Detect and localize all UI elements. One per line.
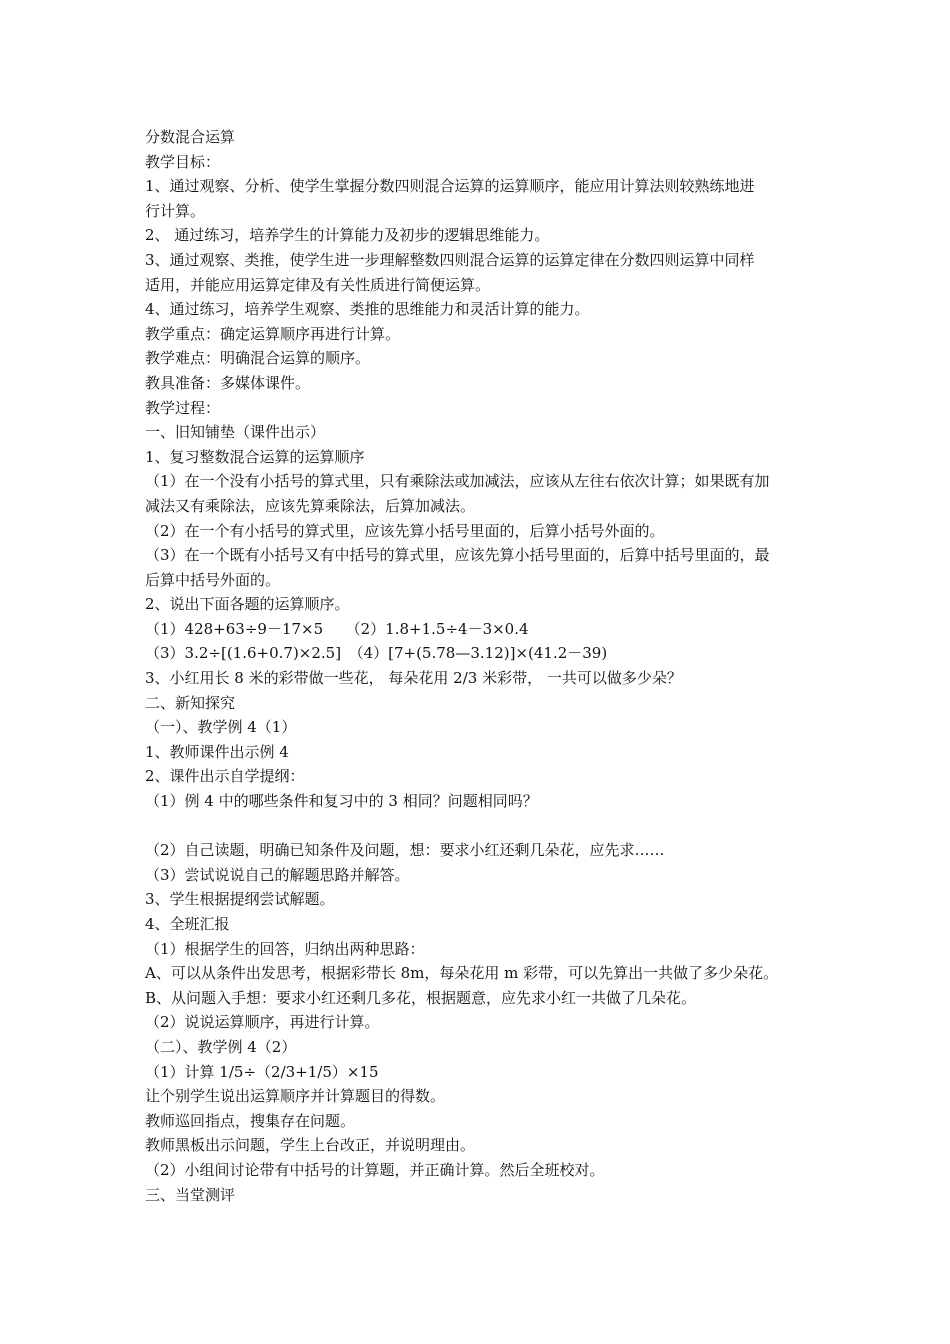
- step-2: 2、课件出示自学提纲：: [145, 767, 305, 786]
- objective-3-line-2: 适用，并能应用运算定律及有关性质进行简便运算。: [145, 275, 491, 294]
- objective-1-line-1: 1、通过观察、分析、使学生掌握分数四则混合运算的运算顺序，能应用计算法则较熟练地进: [145, 177, 755, 196]
- objective-3-line-1: 3、通过观察、类推，使学生进一步理解整数四则混合运算的运算定律在分数四则运算中同样: [145, 250, 755, 269]
- part-3-heading: 三、当堂测评: [145, 1185, 236, 1204]
- review-item-1: 1、复习整数混合运算的运算顺序: [145, 447, 365, 466]
- report-2: （2）说说运算顺序，再进行计算。: [145, 1013, 380, 1032]
- section-heading-process: 教学过程：: [145, 398, 221, 417]
- rule-3-line-2: 后算中括号外面的。: [145, 570, 281, 589]
- document-title: 分数混合运算: [145, 128, 236, 146]
- exercise-row-1: （1）428+63÷9－17×5 （2）1.8+1.5÷4－3×0.4: [145, 619, 529, 638]
- example-4-2-heading: （二）、教学例 4（2）: [145, 1037, 297, 1056]
- rule-2: （2）在一个有小括号的算式里，应该先算小括号里面的，后算小括号外面的。: [145, 521, 665, 540]
- review-item-3: 3、小红用长 8 米的彩带做一些花， 每朵花用 2/3 米彩带， 一共可以做多少朵？: [145, 669, 682, 688]
- outline-1: （1）例 4 中的哪些条件和复习中的 3 相同？问题相同吗？: [145, 792, 538, 811]
- part-2-heading: 二、新知探究: [145, 693, 236, 712]
- group-discussion: （2）小组间讨论带有中括号的计算题，并正确计算。然后全班校对。: [145, 1160, 605, 1179]
- rule-3-line-1: （3）在一个既有小括号又有中括号的算式里，应该先算小括号里面的，后算中括号里面的，最: [145, 546, 770, 565]
- calc-1: （1）计算 1/5÷（2/3+1/5）×15: [145, 1062, 379, 1081]
- teaching-difficulty: 教学难点：明确混合运算的顺序。: [145, 349, 371, 368]
- approach-b: B、从问题入手想：要求小红还剩几多花，根据题意，应先求小红一共做了几朵花。: [145, 988, 697, 1007]
- section-heading-objectives: 教学目标：: [145, 152, 221, 171]
- approach-a: A、可以从条件出发思考，根据彩带长 8m，每朵花用 m 彩带，可以先算出一共做了多少朵花。: [145, 964, 779, 983]
- step-3: 3、学生根据提纲尝试解题。: [145, 890, 335, 909]
- activity-2: 教师巡回指点，搜集存在问题。: [145, 1111, 356, 1130]
- activity-3: 教师黑板出示问题，学生上台改正，并说明理由。: [145, 1136, 476, 1155]
- part-1-heading: 一、旧知铺垫（课件出示）: [145, 423, 326, 442]
- document-body: [145, 125, 835, 1207]
- rule-1-line-2: 减法又有乘除法，应该先算乘除法，后算加减法。: [145, 496, 476, 515]
- review-item-2: 2、说出下面各题的运算顺序。: [145, 595, 350, 614]
- step-1: 1、教师课件出示例 4: [145, 742, 289, 761]
- teaching-aids: 教具准备：多媒体课件。: [145, 373, 311, 392]
- exercise-row-2: （3）3.2÷[(1.6+0.7)×2.5] （4）[7+(5.78—3.12)]×(41.2－39): [145, 644, 608, 663]
- outline-2: （2）自己读题，明确已知条件及问题，想：要求小红还剩几朵花，应先求……: [145, 841, 665, 860]
- objective-1-line-2: 行计算。: [145, 201, 206, 220]
- outline-3: （3）尝试说说自己的解题思路并解答。: [145, 865, 410, 884]
- step-4: 4、全班汇报: [145, 915, 230, 933]
- teaching-focus: 教学重点：确定运算顺序再进行计算。: [145, 324, 401, 343]
- objective-4: 4、通过练习，培养学生观察、类推的思维能力和灵活计算的能力。: [145, 300, 590, 319]
- rule-1-line-1: （1）在一个没有小括号的算式里，只有乘除法或加减法，应该从左往右依次计算；如果既有加: [145, 472, 770, 491]
- objective-2: 2、 通过练习，培养学生的计算能力及初步的逻辑思维能力。: [145, 226, 550, 245]
- blank-line: [145, 814, 835, 839]
- report-1: （1）根据学生的回答，归纳出两种思路：: [145, 939, 425, 958]
- activity-1: 让个别学生说出运算顺序并计算题目的得数。: [145, 1087, 446, 1106]
- example-4-1-heading: （一）、教学例 4（1）: [145, 718, 297, 737]
